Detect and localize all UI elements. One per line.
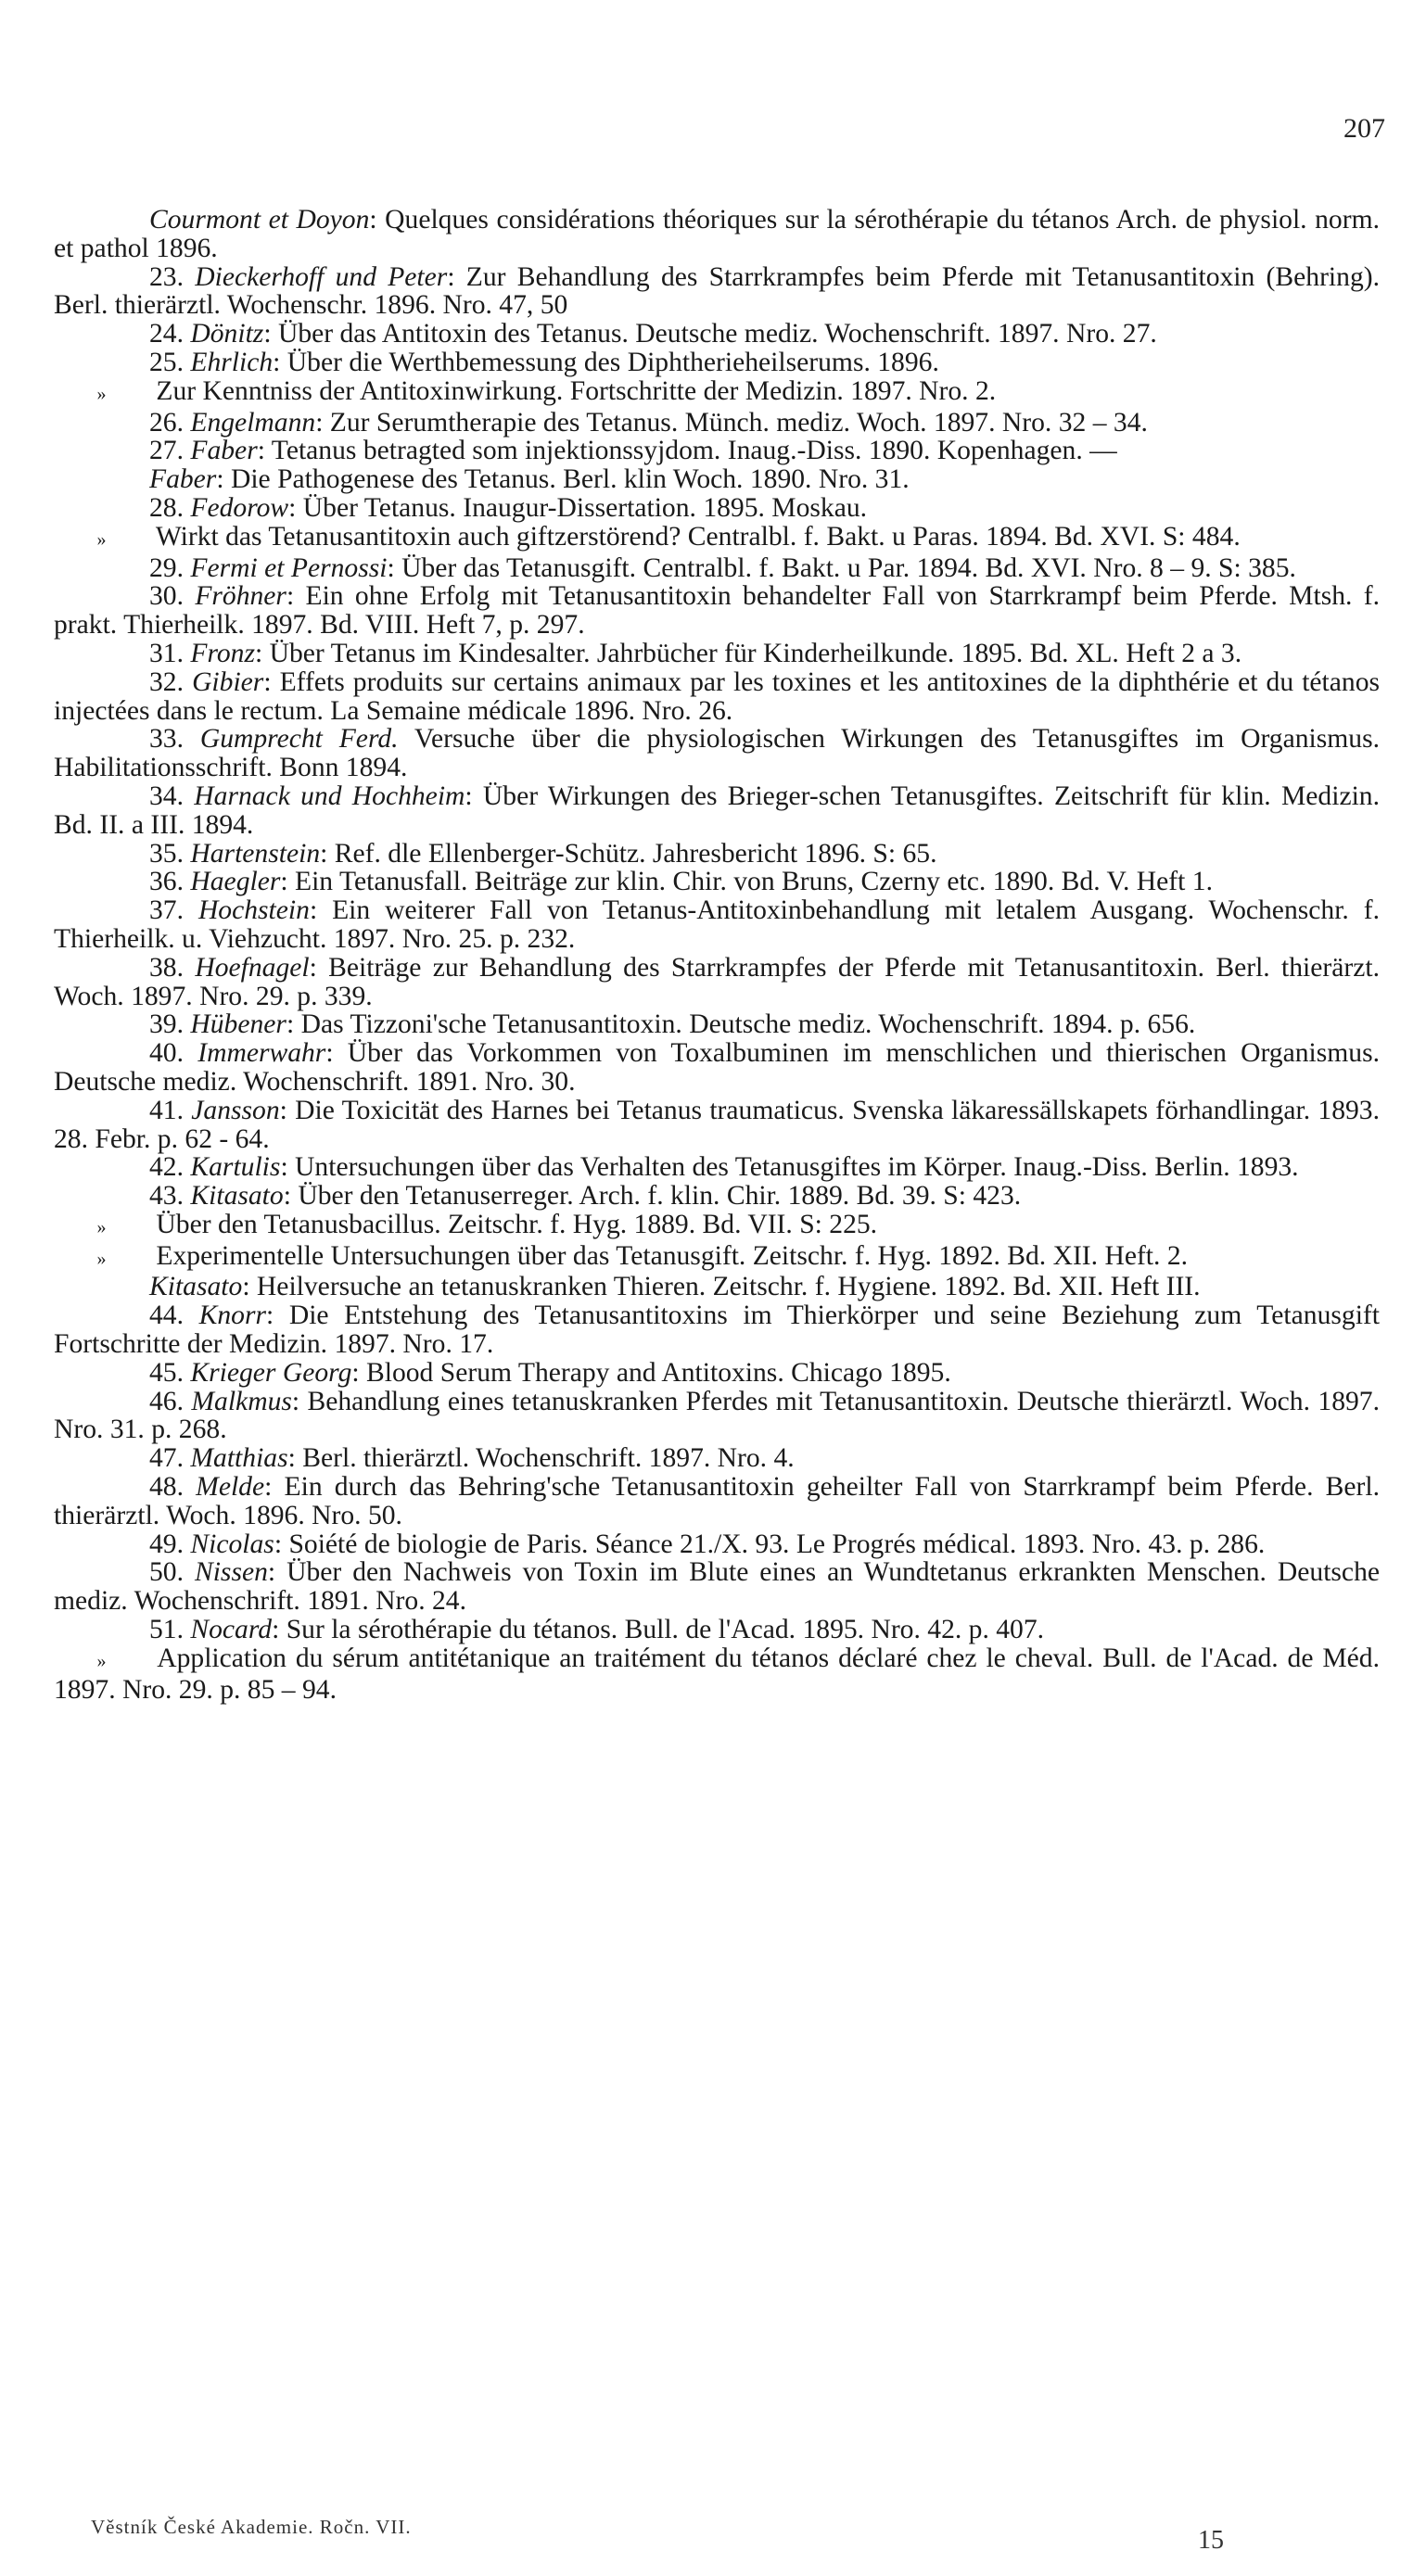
entry-author: Melde (196, 1472, 265, 1503)
entry-text: : Über das Antitoxin des Tetanus. Deutsche mediz. Wochenschrift. 1897. Nro. 27. (263, 319, 1157, 349)
entry-number: 40. (149, 1038, 198, 1069)
entry-number: 49. (149, 1529, 191, 1559)
ditto-mark: » (96, 1248, 107, 1269)
entry-author: Fermi et Pernossi (190, 552, 388, 583)
entry-text: : Ein ohne Erfolg mit Tetanusantitoxin behandelter Fall von Starrkrampf beim Pferde. Mtsh. f. prakt. Thierheilk. 1897. Bd. VIII. Heft 7, p. 297. (54, 581, 1380, 641)
entry-text: Experimentelle Untersuchungen über das Tetanusgift. Zeitschr. f. Hyg. 1892. Bd. XII. Heft. 2. (149, 1240, 1189, 1271)
entry-author: Hochstein (197, 895, 310, 926)
entry-number: 42. (149, 1152, 191, 1183)
reference-entry (54, 1242, 1380, 1274)
reference-entry (54, 1530, 1380, 1559)
entry-author: Haegler (190, 867, 281, 897)
reference-entry (54, 1616, 1380, 1644)
reference-entry (54, 1273, 1380, 1301)
entry-text: : Berl. thierärztl. Wochenschrift. 1897. Nro. 4. (287, 1443, 795, 1474)
entry-number: 39. (149, 1009, 191, 1040)
entry-number: 29. (149, 552, 191, 583)
reference-entry (54, 840, 1380, 869)
entry-number: 25. (149, 347, 191, 377)
reference-entry (54, 1097, 1380, 1154)
reference-entry (54, 1359, 1380, 1388)
entry-author: Gumprecht Ferd. (199, 724, 399, 755)
entry-number: 35. (149, 838, 191, 869)
reference-entry (54, 349, 1380, 377)
reference-entry (54, 1444, 1380, 1473)
ditto-mark: » (96, 1216, 107, 1237)
entry-number: 30. (149, 581, 196, 612)
entry-text: : Über Wirkungen des Brieger-schen Tetanusgiftes. Zeitschrift für klin. Medizin. Bd. II. a III. 1894. (54, 780, 1381, 840)
entry-author: Courmont et Doyon (149, 205, 370, 235)
entry-text: : Über den Nachweis von Toxin im Blute eines an Wundtetanus erkrankten Menschen. Deutsche mediz. Wochenschrift. 1891. Nro. 24. (54, 1557, 1380, 1617)
reference-entry (54, 494, 1380, 523)
reference-entry (54, 206, 1380, 263)
entry-number: 50. (149, 1557, 195, 1588)
entry-author: Faber (190, 436, 258, 466)
entry-text: : Ein Tetanusfall. Beiträge zur klin. Chir. von Bruns, Czerny etc. 1890. Bd. V. Heft 1. (280, 867, 1213, 897)
entry-number: 31. (149, 638, 191, 668)
reference-entry (54, 1644, 1380, 1705)
entry-author: Hartenstein (190, 838, 321, 869)
entry-text: : Ref. dle Ellenberger-Schütz. Jahresbericht 1896. S: 65. (320, 838, 937, 869)
reference-entry (54, 868, 1380, 896)
reference-entry (54, 725, 1380, 782)
entry-number: 43. (149, 1181, 191, 1212)
journal-footer: Věstník České Akademie. Ročn. VII. (91, 2516, 412, 2538)
entry-text: : Quelques considérations théoriques sur la sérothérapie du tétanos Arch. de physiol. norm. et pathol 1896. (54, 205, 1380, 263)
reference-list (54, 206, 1380, 1704)
reference-entry (54, 1039, 1380, 1097)
entry-text: : Über Tetanus. Inaugur-Dissertation. 1895. Moskau. (288, 492, 868, 523)
entry-text: : Die Toxicität des Harnes bei Tetanus traumaticus. Svenska läkaressällskapets förhandlingar. 1893. 28. Febr. p. 62 - 64. (54, 1095, 1380, 1154)
entry-text: : Zur Behandlung des Starrkrampfes beim Pferde mit Tetanusantitoxin (Behring). Berl. thierärztl. Wochenschr. 1896. Nro. 47, 50 (54, 261, 1380, 321)
reference-entry (54, 782, 1380, 840)
entry-author: Hoefnagel (195, 952, 310, 983)
entry-number: 47. (149, 1443, 191, 1474)
ditto-mark: » (96, 528, 107, 550)
entry-number: 36. (149, 867, 191, 897)
entry-number: 44. (149, 1301, 199, 1331)
entry-number: 27. (149, 436, 191, 466)
reference-entry (54, 1182, 1380, 1211)
entry-text: : Die Entstehung des Tetanusantitoxins im Thierkörper und seine Beziehung zum Tetanusgift Fortschritte der Medizin. 1897. Nro. 17. (54, 1301, 1380, 1360)
reference-entry (54, 1473, 1380, 1530)
reference-entry (54, 409, 1380, 438)
entry-text: : Behandlung eines tetanuskranken Pferdes mit Tetanusantitoxin. Deutsche thierärztl. Woch. 1897. Nro. 31. p. 268. (54, 1386, 1380, 1445)
entry-author: Dönitz (190, 319, 264, 349)
entry-number: 37. (149, 895, 198, 926)
entry-author: Engelmann (190, 407, 316, 438)
entry-text: : Ein durch das Behring'sche Tetanusantitoxin geheilter Fall von Starrkrampf beim Pferde. Berl. thierärztl. Woch. 1896. Nro. 50. (54, 1472, 1380, 1530)
entry-text: : Über den Tetanuserreger. Arch. f. klin. Chir. 1889. Bd. 39. S: 423. (283, 1181, 1022, 1212)
entry-number: 28. (149, 492, 191, 523)
entry-text: Versuche über die physiologischen Wirkungen des Tetanusgiftes im Organismus. Habilitationsschrift. Bonn 1894. (54, 724, 1380, 783)
entry-text: : Blood Serum Therapy and Antitoxins. Chicago 1895. (351, 1357, 951, 1388)
reference-entry (54, 1153, 1380, 1182)
entry-text: Über den Tetanusbacillus. Zeitschr. f. Hyg. 1889. Bd. VII. S: 225. (149, 1209, 878, 1239)
entry-text: Application du sérum antitétanique an traitément du tétanos déclaré chez le cheval. Bull. de l'Acad. de Méd. 1897. Nro. 29. p. 85 – 94. (54, 1643, 1380, 1705)
entry-author: Dieckerhoff und Peter (195, 261, 448, 292)
entry-number: 46. (149, 1386, 192, 1416)
entry-text: : Über die Werthbemessung des Diphtherieheilserums. 1896. (273, 347, 939, 377)
reference-entry (54, 1211, 1380, 1242)
reference-entry (54, 1010, 1380, 1039)
entry-text: Wirkt das Tetanusantitoxin auch giftzerstörend? Centralbl. f. Bakt. u Paras. 1894. Bd. XVI. S: 484. (149, 521, 1241, 552)
reference-entry (54, 1301, 1380, 1359)
entry-author: Immerwahr (197, 1038, 326, 1069)
entry-number: 45. (149, 1357, 191, 1388)
reference-entry (54, 640, 1380, 668)
entry-author: Faber (149, 464, 217, 495)
entry-number: 32. (149, 666, 193, 697)
entry-text: : Effets produits sur certains animaux par les toxines et les antitoxines de la diphthérie et du tétanos injectées dans le rectum. La Semaine médicale 1896. Nro. 26. (54, 666, 1381, 726)
page-number: 207 (1343, 113, 1385, 144)
entry-author: Nissen (194, 1557, 268, 1588)
entry-text: Zur Kenntniss der Antitoxinwirkung. Fortschritte der Medizin. 1897. Nro. 2. (149, 375, 997, 406)
entry-text: : Über das Tetanusgift. Centralbl. f. Bakt. u Par. 1894. Bd. XVI. Nro. 8 – 9. S: 385. (387, 552, 1296, 583)
entry-text: : Zur Serumtherapie des Tetanus. Münch. mediz. Woch. 1897. Nro. 32 – 34. (315, 407, 1148, 438)
reference-entry (54, 954, 1380, 1011)
entry-author: Fronz (190, 638, 255, 668)
entry-author: Kartulis (190, 1152, 281, 1183)
entry-number: 23. (149, 261, 196, 292)
reference-entry (54, 523, 1380, 554)
reference-entry (54, 554, 1380, 583)
reference-entry (54, 437, 1380, 465)
entry-text: : Die Pathogenese des Tetanus. Berl. klin Woch. 1890. Nro. 31. (216, 464, 910, 495)
entry-text: : Sur la sérothérapie du tétanos. Bull. de l'Acad. 1895. Nro. 42. p. 407. (272, 1615, 1045, 1645)
ditto-mark: » (96, 1650, 107, 1671)
entry-author: Ehrlich (190, 347, 274, 377)
entry-number: 26. (149, 407, 191, 438)
reference-entry (54, 263, 1380, 321)
reference-entry (54, 465, 1380, 494)
entry-author: Kitasato (149, 1272, 243, 1302)
entry-text: : Beiträge zur Behandlung des Starrkrampfes der Pferde mit Tetanusantitoxin. Berl. thierärzt. Woch. 1897. Nro. 29. p. 339. (54, 952, 1381, 1011)
entry-author: Nocard (190, 1615, 273, 1645)
signature-mark: 15 (1198, 2526, 1224, 2555)
entry-number: 24. (149, 319, 191, 349)
entry-number: 51. (149, 1615, 191, 1645)
reference-entry (54, 1558, 1380, 1616)
entry-text: : Tetanus betragted som injektionssyjdom. Inaug.-Diss. 1890. Kopenhagen. — (257, 436, 1117, 466)
reference-entry (54, 668, 1380, 726)
reference-entry (54, 582, 1380, 640)
entry-text: : Heilversuche an tetanuskranken Thieren. Zeitschr. f. Hygiene. 1892. Bd. XII. Heft III. (242, 1272, 1201, 1302)
reference-entry (54, 377, 1380, 409)
entry-text: : Untersuchungen über das Verhalten des Tetanusgiftes im Körper. Inaug.-Diss. Berlin. 1893. (280, 1152, 1299, 1183)
entry-number: 48. (149, 1472, 197, 1503)
entry-text: : Über das Vorkommen von Toxalbuminen im menschlichen und thierischen Organismus. Deutsche mediz. Wochenschrift. 1891. Nro. 30. (54, 1038, 1381, 1097)
entry-author: Gibier (192, 666, 264, 697)
entry-author: Knorr (198, 1301, 266, 1331)
entry-number: 41. (149, 1095, 192, 1125)
entry-text: : Ein weiterer Fall von Tetanus-Antitoxinbehandlung mit letalem Ausgang. Wochenschr. f. Thierheilk. u. Viehzucht. 1897. Nro. 25. p. 232. (54, 895, 1381, 954)
reference-entry (54, 1388, 1380, 1445)
entry-author: Kitasato (190, 1181, 284, 1212)
ditto-mark: » (96, 383, 107, 404)
entry-author: Jansson (191, 1095, 280, 1125)
entry-author: Hübener (190, 1009, 286, 1040)
entry-text: : Das Tizzoni'sche Tetanusantitoxin. Deutsche mediz. Wochenschrift. 1894. p. 656. (286, 1009, 1196, 1040)
reference-entry (54, 320, 1380, 349)
entry-author: Harnack und Hochheim (194, 780, 465, 811)
entry-author: Krieger Georg (190, 1357, 352, 1388)
entry-author: Nicolas (190, 1529, 274, 1559)
entry-number: 33. (149, 724, 200, 755)
entry-author: Fröhner (195, 581, 286, 612)
entry-author: Matthias (190, 1443, 288, 1474)
reference-entry (54, 896, 1380, 954)
entry-text: : Über Tetanus im Kindesalter. Jahrbücher für Kinderheilkunde. 1895. Bd. XL. Heft 2 a 3. (255, 638, 1242, 668)
entry-author: Malkmus (191, 1386, 292, 1416)
entry-number: 38. (149, 952, 196, 983)
entry-number: 34. (149, 780, 195, 811)
entry-text: : Soiété de biologie de Paris. Séance 21./X. 93. Le Progrés médical. 1893. Nro. 43. p. 286. (274, 1529, 1266, 1559)
entry-author: Fedorow (190, 492, 289, 523)
